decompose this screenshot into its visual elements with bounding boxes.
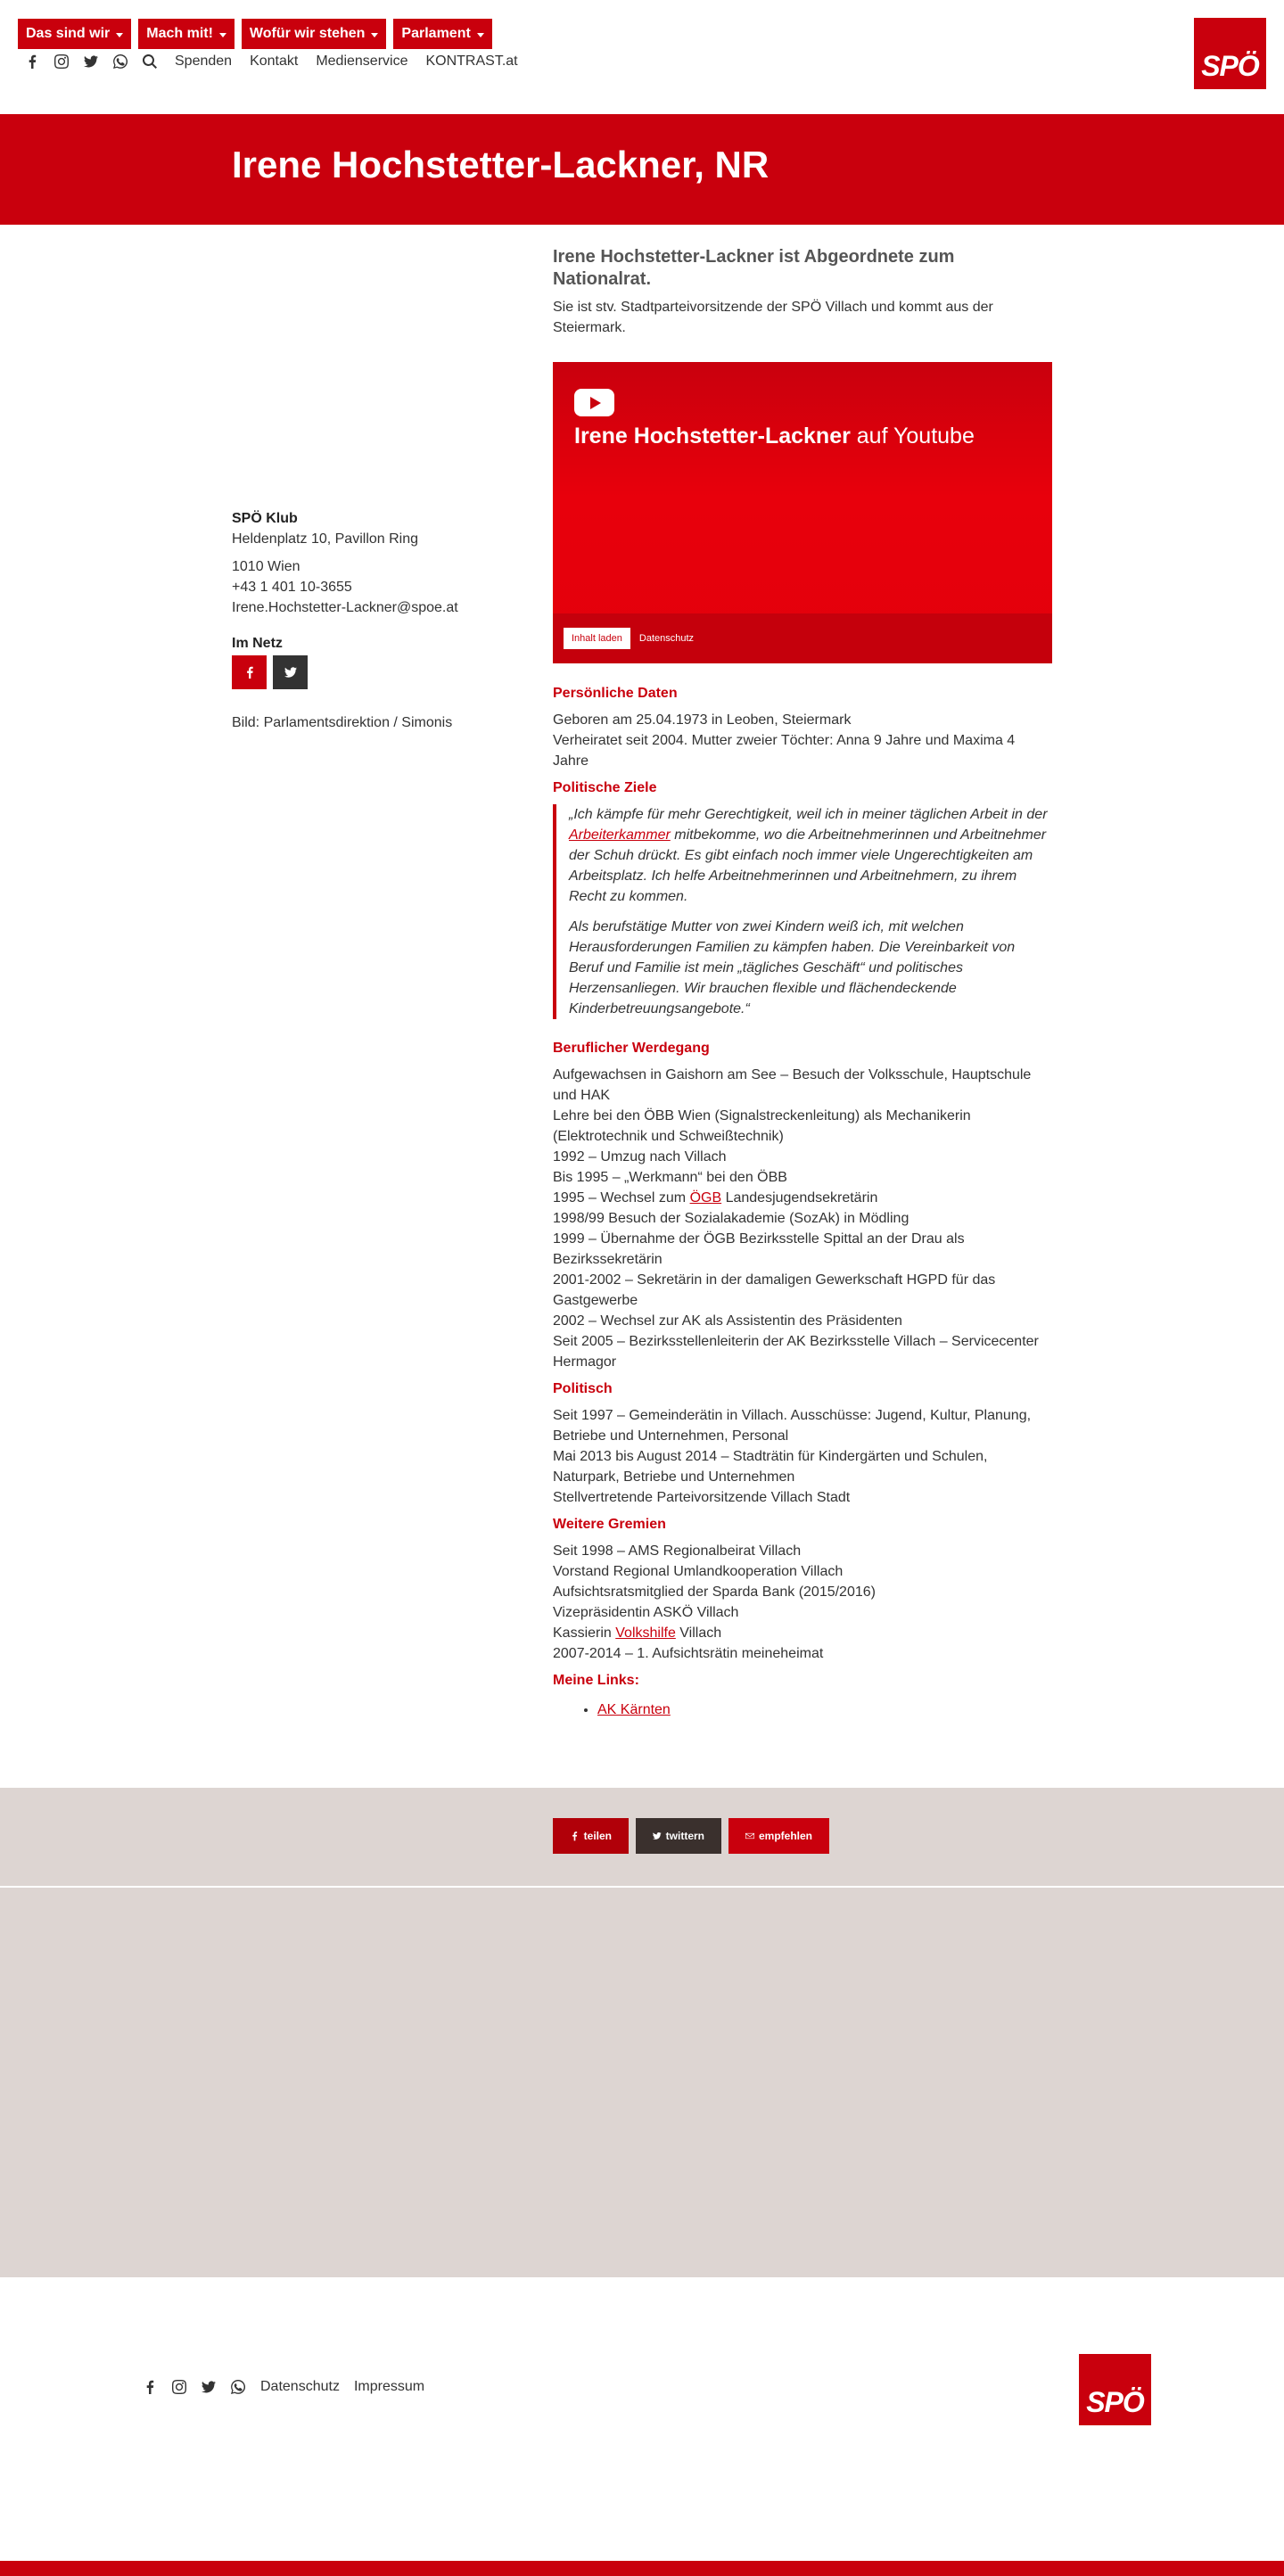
share-band — [0, 1788, 1284, 1886]
whatsapp-icon[interactable] — [113, 54, 128, 69]
site-footer — [0, 2277, 1284, 2561]
career-line: 1992 – Umzug nach Villach — [553, 1149, 727, 1165]
link-volkshilfe[interactable]: Volkshilfe — [615, 1625, 676, 1641]
goals-quote — [553, 804, 1052, 1019]
link-spenden[interactable]: Spenden — [175, 53, 233, 69]
youtube-consent-bar — [553, 613, 1052, 663]
lead-text: Irene Hochstetter-Lackner ist Abgeordnete zum Nationalrat. — [553, 247, 955, 289]
social-heading: Im Netz — [232, 636, 283, 651]
facebook-icon — [570, 1831, 580, 1841]
bodies-line: Aufsichtsratsmitglied der Sparda Bank (2015/2016) — [553, 1584, 876, 1600]
section-heading-political: Politisch — [553, 1381, 613, 1396]
footer-navigation — [143, 2379, 439, 2395]
whatsapp-icon[interactable] — [231, 2380, 245, 2394]
instagram-icon[interactable] — [54, 54, 69, 69]
link-arbeiterkammer[interactable]: Arbeiterkammer — [569, 827, 671, 843]
twitter-profile-button[interactable] — [273, 655, 308, 689]
instagram-icon[interactable] — [172, 2380, 186, 2394]
quote-paragraph-2: Als berufstätige Mutter von zwei Kindern weiß ich, mit welchen Herausforderungen Familien zu kämpfen haben. Die Vereinbarkeit von Beruf und Familie ist mein „tägliches Geschäft“ und politisches Herzensanliegen. Wir brauchen flexible und flächendeckende Kinderbetreuungsangebote.“ — [569, 919, 1016, 1016]
bodies-line: Vorstand Regional Umlandkooperation Villach — [553, 1564, 844, 1579]
youtube-privacy-link[interactable]: Datenschutz — [638, 632, 695, 644]
social-links — [232, 655, 499, 689]
quote-paragraph-1: „Ich kämpfe für mehr Gerechtigkeit, weil ich in meiner täglichen Arbeit in der Arbeiterkammer mitbekomme, wo die Arbeitnehmerinnen und Arbeitnehmer der Schuh drückt. Es gibt einfach noch immer viele Ungerechtigkeiten am Arbeitsplatz. Ich helfe Arbeitnehmerinnen und Arbeitnehmern, zu ihrem Recht zu kommen. — [569, 807, 1048, 904]
twitter-icon — [653, 1831, 662, 1841]
link-kontakt[interactable]: Kontakt — [250, 53, 299, 69]
share-email-button[interactable]: empfehlen — [728, 1818, 829, 1854]
contact-sidebar — [232, 508, 499, 733]
political-line: Mai 2013 bis August 2014 – Stadträtin für Kindergärten und Schulen, Naturpark, Betriebe und Unternehmen — [553, 1449, 988, 1485]
career-line: Seit 2005 – Bezirksstellenleiterin der AK Bezirksstelle Villach – Servicecenter Hermagor — [553, 1334, 1039, 1370]
caret-down-icon — [371, 33, 378, 37]
career-line: Lehre bei den ÖBB Wien (Signalstreckenleitung) als Mechanikerin (Elektrotechnik und Schweißtechnik) — [553, 1108, 971, 1144]
political-line: Stellvertretende Parteivorsitzende Villach Stadt — [553, 1490, 851, 1505]
nav-mach-mit[interactable]: Mach mit! — [138, 19, 235, 49]
main-content — [553, 246, 1052, 1720]
nav-parlament[interactable]: Parlament — [393, 19, 491, 49]
political-line: Seit 1997 – Gemeinderätin in Villach. Ausschüsse: Jugend, Kultur, Planung, Betriebe und Unternehmen, Personal — [553, 1408, 1032, 1444]
share-twitter-button[interactable]: twittern — [636, 1818, 721, 1854]
bottom-red-bar — [0, 2561, 1284, 2576]
footer-spoe-logo[interactable]: SPÖ — [1079, 2354, 1151, 2425]
facebook-icon[interactable] — [25, 54, 39, 69]
career-line: Aufgewachsen in Gaishorn am See – Besuch der Volksschule, Hauptschule und HAK — [553, 1067, 1032, 1103]
secondary-navigation — [25, 53, 533, 70]
career-line: 1999 – Übernahme der ÖGB Bezirksstelle Spittal an der Drau als Bezirkssekretärin — [553, 1231, 965, 1267]
career-line: 1998/99 Besuch der Sozialakademie (SozAk) in Mödling — [553, 1211, 910, 1226]
contact-org: SPÖ Klub — [232, 511, 298, 526]
career-line: 2002 – Wechsel zur AK als Assistentin des Präsidenten — [553, 1313, 902, 1329]
bodies-line: Vizepräsidentin ASKÖ Villach — [553, 1605, 739, 1620]
search-icon[interactable] — [143, 54, 157, 69]
footer-link-impressum[interactable]: Impressum — [353, 2379, 425, 2394]
link-oegb[interactable]: ÖGB — [689, 1190, 722, 1206]
spoe-logo[interactable]: SPÖ — [1194, 18, 1266, 89]
site-header — [0, 0, 1284, 114]
personal-family: Verheiratet seit 2004. Mutter zweier Töchter: Anna 9 Jahre und Maxima 4 Jahre — [553, 733, 1016, 769]
facebook-profile-button[interactable] — [232, 655, 267, 689]
bodies-line: 2007-2014 – 1. Aufsichtsrätin meineheimat — [553, 1646, 824, 1661]
career-line: 2001-2002 – Sekretärin in der damaligen Gewerkschaft HGPD für das Gastgewerbe — [553, 1272, 996, 1308]
nav-wofuer-wir-stehen[interactable]: Wofür wir stehen — [242, 19, 387, 49]
contact-email[interactable]: Irene.Hochstetter-Lackner@spoe.at — [232, 600, 458, 615]
contact-street: Heldenplatz 10, Pavillon Ring — [232, 531, 419, 547]
section-heading-links: Meine Links: — [553, 1673, 639, 1688]
image-credit: Bild: Parlamentsdirektion / Simonis — [232, 715, 453, 730]
caret-down-icon — [116, 33, 123, 37]
load-content-button[interactable]: Inhalt laden — [564, 628, 630, 649]
my-links-list — [597, 1700, 1052, 1720]
main-navigation — [18, 19, 492, 49]
personal-birth: Geboren am 25.04.1973 in Leoben, Steiermark — [553, 712, 852, 728]
youtube-title: Irene Hochstetter-Lackner auf Youtube — [574, 424, 975, 449]
section-heading-career: Beruflicher Werdegang — [553, 1041, 710, 1056]
page-hero — [0, 114, 1284, 225]
facebook-icon — [243, 666, 256, 679]
link-ak-kaernten[interactable]: AK Kärnten — [597, 1702, 671, 1717]
bodies-line: Seit 1998 – AMS Regionalbeirat Villach — [553, 1543, 802, 1559]
link-kontrast[interactable]: KONTRAST.at — [425, 53, 518, 69]
envelope-icon — [745, 1831, 754, 1841]
bodies-line: Kassierin Volkshilfe Villach — [553, 1625, 722, 1641]
contact-phone: +43 1 401 10-3655 — [232, 580, 352, 595]
caret-down-icon — [477, 33, 484, 37]
share-facebook-button[interactable]: teilen — [553, 1818, 629, 1854]
page-title: Irene Hochstetter-Lackner, NR — [232, 144, 770, 185]
career-line: Bis 1995 – „Werkmann“ bei den ÖBB — [553, 1170, 787, 1185]
list-item — [597, 1700, 1052, 1720]
facebook-icon[interactable] — [143, 2380, 157, 2394]
youtube-icon — [574, 389, 614, 416]
twitter-icon — [284, 666, 297, 679]
section-heading-personal: Persönliche Daten — [553, 686, 678, 701]
twitter-icon[interactable] — [84, 54, 98, 69]
contact-city: 1010 Wien — [232, 559, 300, 574]
section-heading-bodies: Weitere Gremien — [553, 1517, 666, 1532]
twitter-icon[interactable] — [202, 2380, 216, 2394]
intro-text: Sie ist stv. Stadtparteivorsitzende der SPÖ Villach und kommt aus der Steiermark. — [553, 300, 993, 335]
career-line: 1995 – Wechsel zum ÖGB Landesjugendsekretärin — [553, 1190, 878, 1206]
caret-down-icon — [219, 33, 226, 37]
link-medienservice[interactable]: Medienservice — [316, 53, 408, 69]
youtube-embed-placeholder — [553, 362, 1052, 663]
footer-link-datenschutz[interactable]: Datenschutz — [260, 2379, 340, 2394]
section-heading-goals: Politische Ziele — [553, 780, 657, 795]
gray-content-area — [0, 1888, 1284, 2277]
share-buttons — [553, 1818, 829, 1854]
nav-das-sind-wir[interactable]: Das sind wir — [18, 19, 131, 49]
